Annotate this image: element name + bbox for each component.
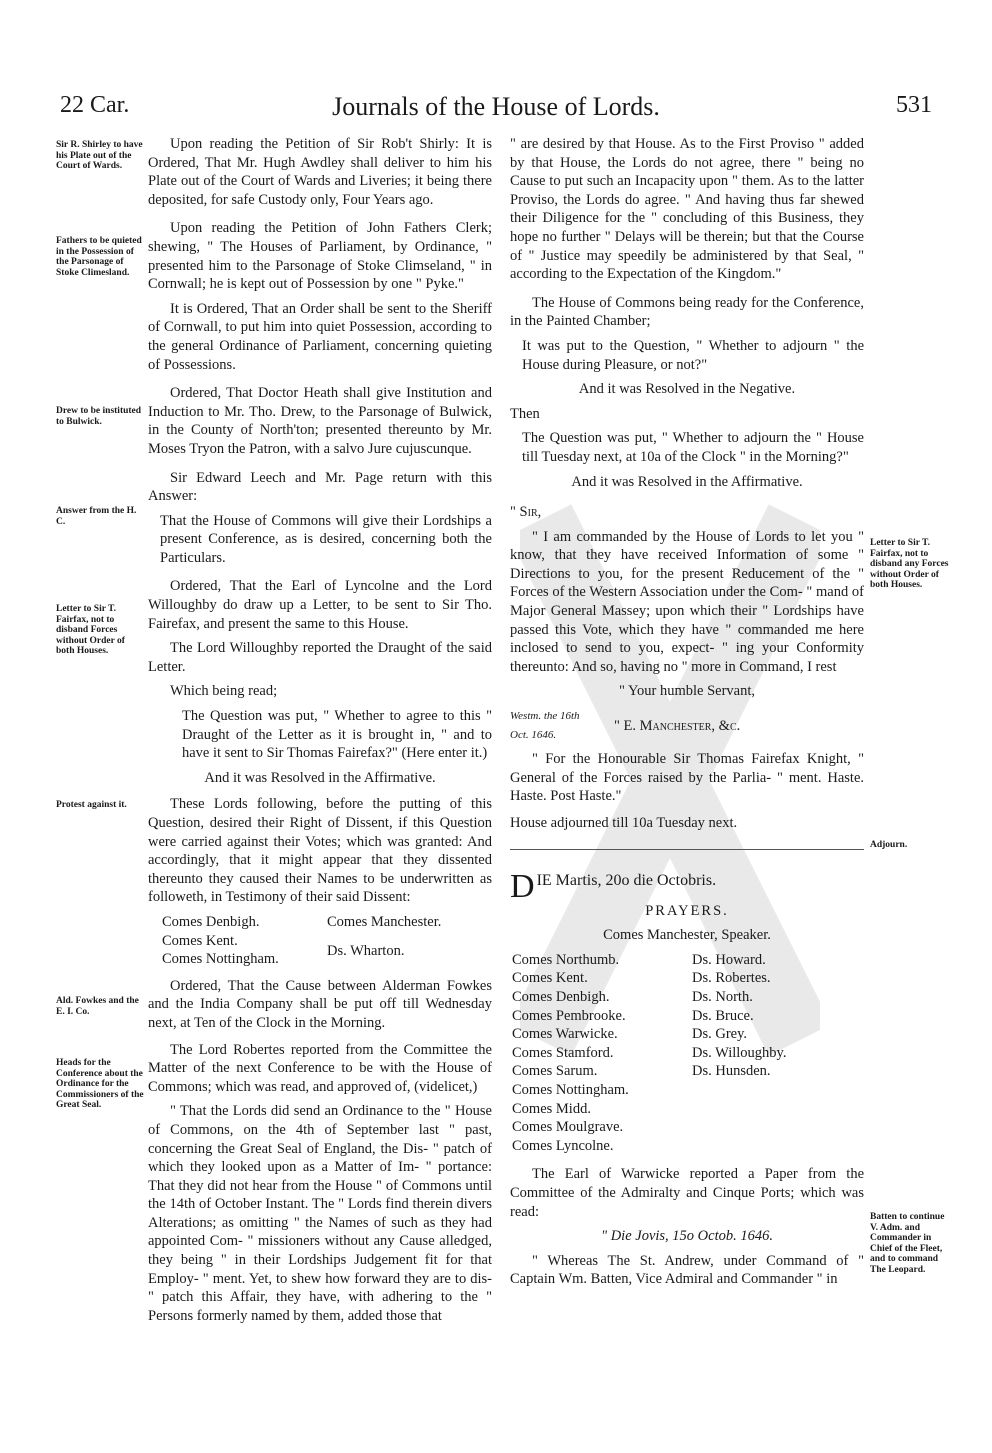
- margin-note: Protest against it.: [56, 800, 127, 810]
- paragraph: The Earl of Warwicke reported a Paper from the Committee of the Admiralty and Cinque Ports; which was read:: [510, 1166, 864, 1220]
- lord-name: Comes Manchester.: [327, 913, 442, 930]
- lord-name: Comes Sarum.: [512, 1063, 598, 1080]
- letter-salutation: " Sir,: [510, 504, 542, 521]
- paragraph: " That the Lords did send an Ordinance to the " House of Commons, on the 4th of September last " past, concerning the Great Seal of England, the Dis- " patch of which they looked upon as a Matter of Im- " portance: That they did not hear from the House " of Commons until the 14th of October Instant. The " Lords find therein divers Alterations; as omitting " the Names of such as they had appointed Com- " missioners without any Cause alledged, they being " in their Lordships Judgement fit for that Employ- " ment. Yet, to shew how forward they are to dis- " patch this Affair, they have, with adhering to the " Persons formerly named by them, added those that: [148, 1103, 492, 1324]
- lord-name: Comes Nottingham.: [512, 1081, 629, 1098]
- lord-name: Comes Kent.: [162, 932, 238, 949]
- lord-name: Ds. Hunsden.: [692, 1063, 771, 1080]
- paragraph: Sir Edward Leech and Mr. Page return with this Answer:: [148, 469, 492, 505]
- attendance-list: [512, 951, 864, 1156]
- lord-name: Comes Denbigh.: [162, 913, 260, 930]
- lord-name: Comes Northumb.: [512, 951, 620, 968]
- lord-name: Comes Warwicke.: [512, 1026, 618, 1043]
- paragraph: The Lord Robertes reported from the Committee the Matter of the next Conference to be with the House of Commons; which was read, and approved of, (videlicet,): [148, 1041, 492, 1095]
- margin-note: Heads for the Conference about the Ordinance for the Commissioners of the Great Seal.: [56, 1058, 144, 1110]
- lord-name: Comes Moulgrave.: [512, 1119, 624, 1136]
- running-head-left: 22 Car.: [60, 92, 130, 118]
- lord-name: Comes Lyncolne.: [512, 1137, 614, 1154]
- speaker-line: Comes Manchester, Speaker.: [603, 927, 771, 944]
- paragraph: Upon reading the Petition of John Fathers Clerk; shewing, " The Houses of Parliament, by Ordinance, " presented him to the Parsonage of Stoke Climseland, " in Cornwall; he is kept out of Possession by one " Pyke.": [148, 220, 492, 293]
- paragraph: The Question was put, " Whether to agree to this " Draught of the Letter as it is brought in, " and to have it sent to Sir Thomas Fairefax?" (Here enter it.): [182, 708, 492, 762]
- paragraph: It was put to the Question, " Whether to adjourn " the House during Pleasure, or not?": [522, 337, 864, 373]
- lord-name: Comes Nottingham.: [162, 951, 279, 968]
- margin-note: Adjourn.: [870, 840, 908, 850]
- day-heading: [510, 867, 864, 905]
- left-column: [148, 135, 492, 1331]
- drop-cap: D: [510, 867, 535, 905]
- lord-name: Ds. Wharton.: [327, 942, 405, 959]
- letter-signature: " E. Manchester, &c.: [614, 718, 741, 735]
- paragraph: Upon reading the Petition of Sir Rob't Shirly: It is Ordered, That Mr. Hugh Awdley shall deliver to him his Plate out of the Court of Wards and Liveries; it being there deposited, for safe Custody only, Four Years ago.: [148, 136, 492, 208]
- paragraph: " are desired by that House. As to the First Proviso " added by that House, the Lords do not agree, there " being no Cause to put such an Incapacity upon " them. As to the latter Proviso, the Lords do agree. " And having thus far shewed their Diligence for the " concluding of this Business, they hope no further " Delays will be therein; but that the Course of " Justice may speedily be administered by that Seal, " according to the Expectation of the Kingdom.": [510, 136, 864, 283]
- margin-note: Sir R. Shirley to have his Plate out of the Court of Wards.: [56, 140, 143, 171]
- paragraph: Ordered, That Doctor Heath shall give Institution and Induction to Mr. Tho. Drew, to the Parsonage of Bulwick, in the County of North'ton; presented thereunto by Mr. Moses Tryon the Patron, with a salvo Jure cujuscunque.: [148, 385, 492, 457]
- paragraph: Then: [510, 405, 540, 422]
- lord-name: Comes Stamford.: [512, 1044, 614, 1061]
- margin-note: Batten to continue V. Adm. and Commander in Chief of the Fleet, and to command The Leopard.: [870, 1212, 945, 1275]
- lord-name: Comes Midd.: [512, 1100, 591, 1117]
- paragraph: And it was Resolved in the Affirmative.: [204, 769, 436, 786]
- paragraph: The House of Commons being ready for the Conference, in the Painted Chamber;: [510, 294, 864, 330]
- margin-note: Letter to Sir T. Fairfax, not to disband Forces without Order of both Houses.: [56, 604, 125, 656]
- paragraph: The Question was put, " Whether to adjourn the " House till Tuesday next, at 10a of the Clock " in the Morning?": [522, 430, 864, 465]
- margin-note: Drew to be instituted to Bulwick.: [56, 406, 142, 427]
- paragraph: Ordered, That the Earl of Lyncolne and the Lord Willoughby do draw up a Letter, to be sent to Sir Tho. Fairefax, and present the same to this House.: [148, 578, 492, 632]
- paragraph: And it was Resolved in the Affirmative.: [571, 473, 803, 490]
- lord-name: Ds. Howard.: [692, 951, 766, 968]
- paragraph: The Lord Willoughby reported the Draught of the said Letter.: [148, 640, 492, 675]
- margin-note: Letter to Sir T. Fairfax, not to disband any Forces without Order of both Houses.: [870, 538, 949, 590]
- order-date: " Die Jovis, 15o Octob. 1646.: [600, 1228, 773, 1245]
- paragraph: These Lords following, before the putting of this Question, desired their Right of Dissent, if this Question were carried against their Votes; which was granted: And accordingly, that it might appear that they dissented thereunto they caused their Names to be underwritten as followeth, in Testimony of their said Dissent:: [148, 796, 492, 906]
- letter-body: " I am commanded by the House of Lords to let you " know, that they have received Information of some " Directions to you, for the present Reducement of the " Forces of the Western Association under the Com- " mand of Major General Massey; upon which their " Lordships have passed this Vote, which they have " commanded me here inclosed to send to you, expect- " ing your Conformity thereunto: And so, having no " more in Command, I rest: [510, 528, 864, 675]
- margin-note: Fathers to be quieted in the Possession of the Parsonage of Stoke Climesland.: [56, 236, 142, 278]
- dissent-names: [162, 913, 492, 969]
- page-header: [0, 92, 992, 132]
- letter-address: " For the Honourable Sir Thomas Fairefax Knight, " General of the Forces raised by the Parlia- " ment. Haste. Haste. Post Haste.": [510, 751, 864, 805]
- margin-note: Answer from the H. C.: [56, 506, 137, 527]
- day-heading-text: IE Martis, 20o die Octobris.: [536, 871, 717, 889]
- lord-name: Ds. Bruce.: [692, 1007, 754, 1024]
- paragraph: " Whereas The St. Andrew, under Command of " Captain Wm. Batten, Vice Admiral and Commander " in: [510, 1252, 864, 1288]
- prayers-heading: PRAYERS.: [645, 902, 729, 919]
- lord-name: Comes Denbigh.: [512, 988, 610, 1005]
- letter-closing: " Your humble Servant,: [618, 683, 755, 700]
- lord-name: Comes Kent.: [512, 970, 588, 987]
- paragraph: It is Ordered, That an Order shall be sent to the Sheriff of Cornwall, to put him into quiet Possession, according to the general Ordinance of Parliament, concerning quieting of Possessions.: [148, 300, 492, 373]
- page-number: 531: [896, 92, 932, 118]
- lord-name: Ds. Willoughby.: [692, 1044, 787, 1061]
- adjournment: House adjourned till 10a Tuesday next.: [510, 815, 738, 831]
- margin-note: Ald. Fowkes and the E. I. Co.: [56, 996, 139, 1017]
- letter-date-sign: [510, 707, 864, 744]
- paragraph: That the House of Commons will give their Lordships a present Conference, as is desired, concerning both the Particulars.: [160, 512, 492, 566]
- lord-name: Ds. Grey.: [692, 1026, 748, 1043]
- paragraph: Ordered, That the Cause between Alderman Fowkes and the India Company shall be put off till Wednesday next, at Ten of the Clock in the Morning.: [148, 977, 492, 1031]
- lord-name: Ds. North.: [692, 988, 753, 1005]
- paragraph: Which being read;: [170, 683, 278, 700]
- lord-name: Comes Pembrooke.: [512, 1007, 626, 1024]
- right-column: [510, 135, 864, 1295]
- paragraph: And it was Resolved in the Negative.: [578, 381, 796, 398]
- letter-date: Westm. the 16th Oct. 1646.: [510, 710, 580, 741]
- journal-title: Journals of the House of Lords.: [332, 92, 660, 121]
- lord-name: Ds. Robertes.: [692, 970, 771, 987]
- section-rule: [510, 849, 864, 850]
